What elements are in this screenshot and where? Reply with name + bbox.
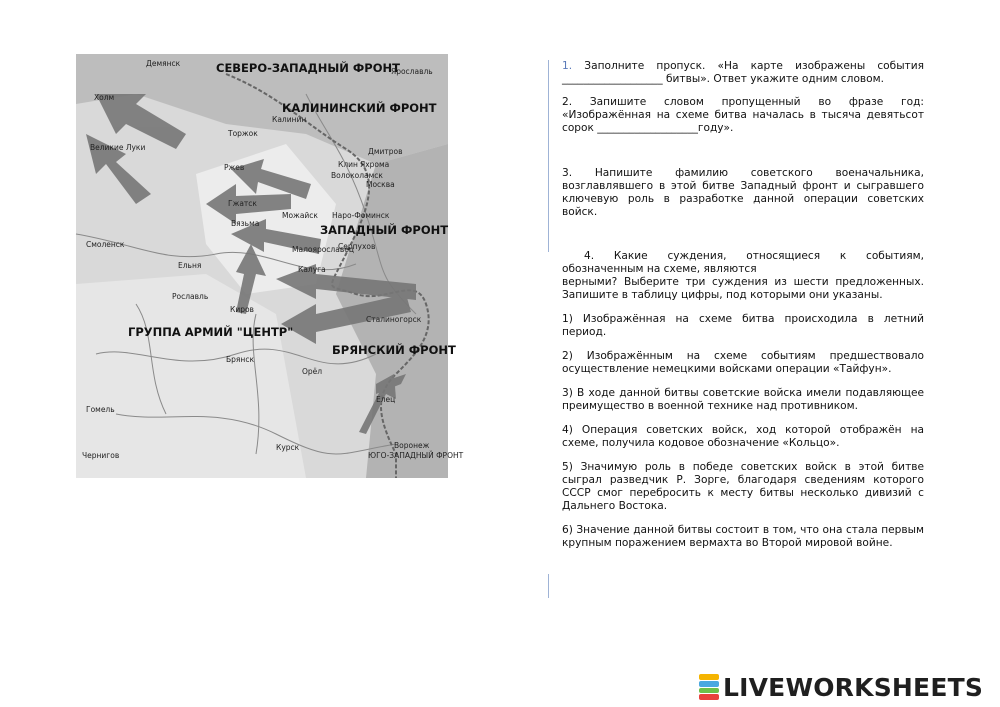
city-label: Ржев: [224, 163, 245, 172]
option-2: 2) Изображённым на схеме событиям предшествовало осуществление немецкими войсками операции «Тайфун».: [562, 350, 924, 375]
margin-line: [548, 60, 549, 252]
city-label: Яхрома: [360, 160, 390, 169]
questions-block: [562, 60, 924, 550]
city-label: Великие Луки: [90, 143, 146, 152]
logo-block: [699, 694, 719, 700]
city-label: Орёл: [302, 367, 323, 376]
front-label-northwest: СЕВЕРО-ЗАПАДНЫЙ ФРОНТ: [216, 61, 400, 75]
city-label: Чернигов: [82, 451, 120, 460]
city-label: Нaро-Фоминск: [332, 211, 390, 220]
city-label: Серпухов: [338, 242, 376, 251]
option-1: 1) Изображённая на схеме битва происходила в летний период.: [562, 313, 924, 338]
option-3: 3) В ходе данной битвы советские войска имели подавляющее преимущество в военной технике над противником.: [562, 387, 924, 412]
city-label: Вязьма: [231, 219, 260, 228]
option-4: 4) Операция советских войск, ход которой отображён на схеме, получила кодовое обозначение «Кольцо».: [562, 424, 924, 449]
city-label: Калуга: [298, 265, 326, 274]
city-label: Воронеж: [394, 441, 430, 450]
battle-map: [76, 54, 464, 478]
city-label: Ельня: [178, 261, 202, 270]
city-label: Торжок: [228, 129, 258, 138]
city-label: Малоярославец: [292, 245, 354, 254]
city-label: Волоколамск: [331, 171, 383, 180]
city-label: Гжатск: [228, 199, 257, 208]
city-label: Ярославль: [391, 67, 433, 76]
question-1: 1. Заполните пропуск. «На карте изображены события ___________________ битвы». Ответ укажите одним словом.: [562, 60, 924, 85]
city-label: Елец: [376, 395, 396, 404]
city-label: Киров: [230, 305, 254, 314]
city-label: Демянск: [146, 59, 181, 68]
question-4-instructions: верными? Выберите три суждения из шести предложенных. Запишите в таблицу цифры, под которыми они указаны.: [562, 276, 924, 301]
logo-block: [699, 688, 719, 694]
margin-line: [548, 574, 549, 598]
city-label: Клин: [338, 160, 358, 169]
city-label: Рославль: [172, 292, 209, 301]
city-label: Дмитров: [368, 147, 403, 156]
city-label: Курск: [276, 443, 300, 452]
question-3: 3. Напишите фамилию советского военачальника, возглавлявшего в этой битве Западный фронт и сыгравшего ключевую роль в разработке данной операции советских войск.: [562, 167, 924, 218]
question-4-intro: 4. Какие суждения, относящиеся к событиям, обозначенным на схеме, являются: [562, 250, 924, 275]
option-5: 5) Значимую роль в победе советских войск в этой битве сыграл разведчик Р. Зорге, благодаря сведениям которого СССР смог перебросить к месту битвы несколько дивизий с Дальнего Востока.: [562, 461, 924, 512]
city-label: Гомель: [86, 405, 115, 414]
front-label-kalinin: КАЛИНИНСКИЙ ФРОНТ: [282, 101, 437, 115]
city-label: Смоленск: [86, 240, 125, 249]
logo-block: [699, 681, 719, 687]
front-label-bryansk: БРЯНСКИЙ ФРОНТ: [332, 343, 456, 357]
city-label: Калинин: [272, 115, 307, 124]
front-label-western: ЗАПАДНЫЙ ФРОНТ: [320, 223, 449, 237]
question-2: 2. Запишите словом пропущенный во фразе год: «Изображённая на схеме битва началась в тысяча девятьсот сорок ___________________году».: [562, 96, 924, 134]
city-label: Брянск: [226, 355, 254, 364]
logo-text: LIVEWORKSHEETS: [723, 672, 984, 702]
map-drawing: [76, 54, 464, 478]
city-label: Холм: [94, 93, 115, 102]
city-label: Сталиногорск: [366, 315, 422, 324]
logo-block: [699, 674, 719, 680]
front-label-southwest: ЮГО-ЗАПАДНЫЙ ФРОНТ: [368, 451, 464, 460]
liveworksheets-logo[interactable]: [699, 672, 983, 702]
question-1-number: 1.: [562, 60, 573, 72]
city-label: Москва: [366, 180, 395, 189]
city-label: Можайск: [282, 211, 318, 220]
logo-icon: [699, 674, 719, 700]
option-6: 6) Значение данной битвы состоит в том, что она стала первым крупным поражением вермахта во Второй мировой войне.: [562, 524, 924, 549]
front-label-army-group: ГРУППА АРМИЙ "ЦЕНТР": [128, 325, 294, 339]
